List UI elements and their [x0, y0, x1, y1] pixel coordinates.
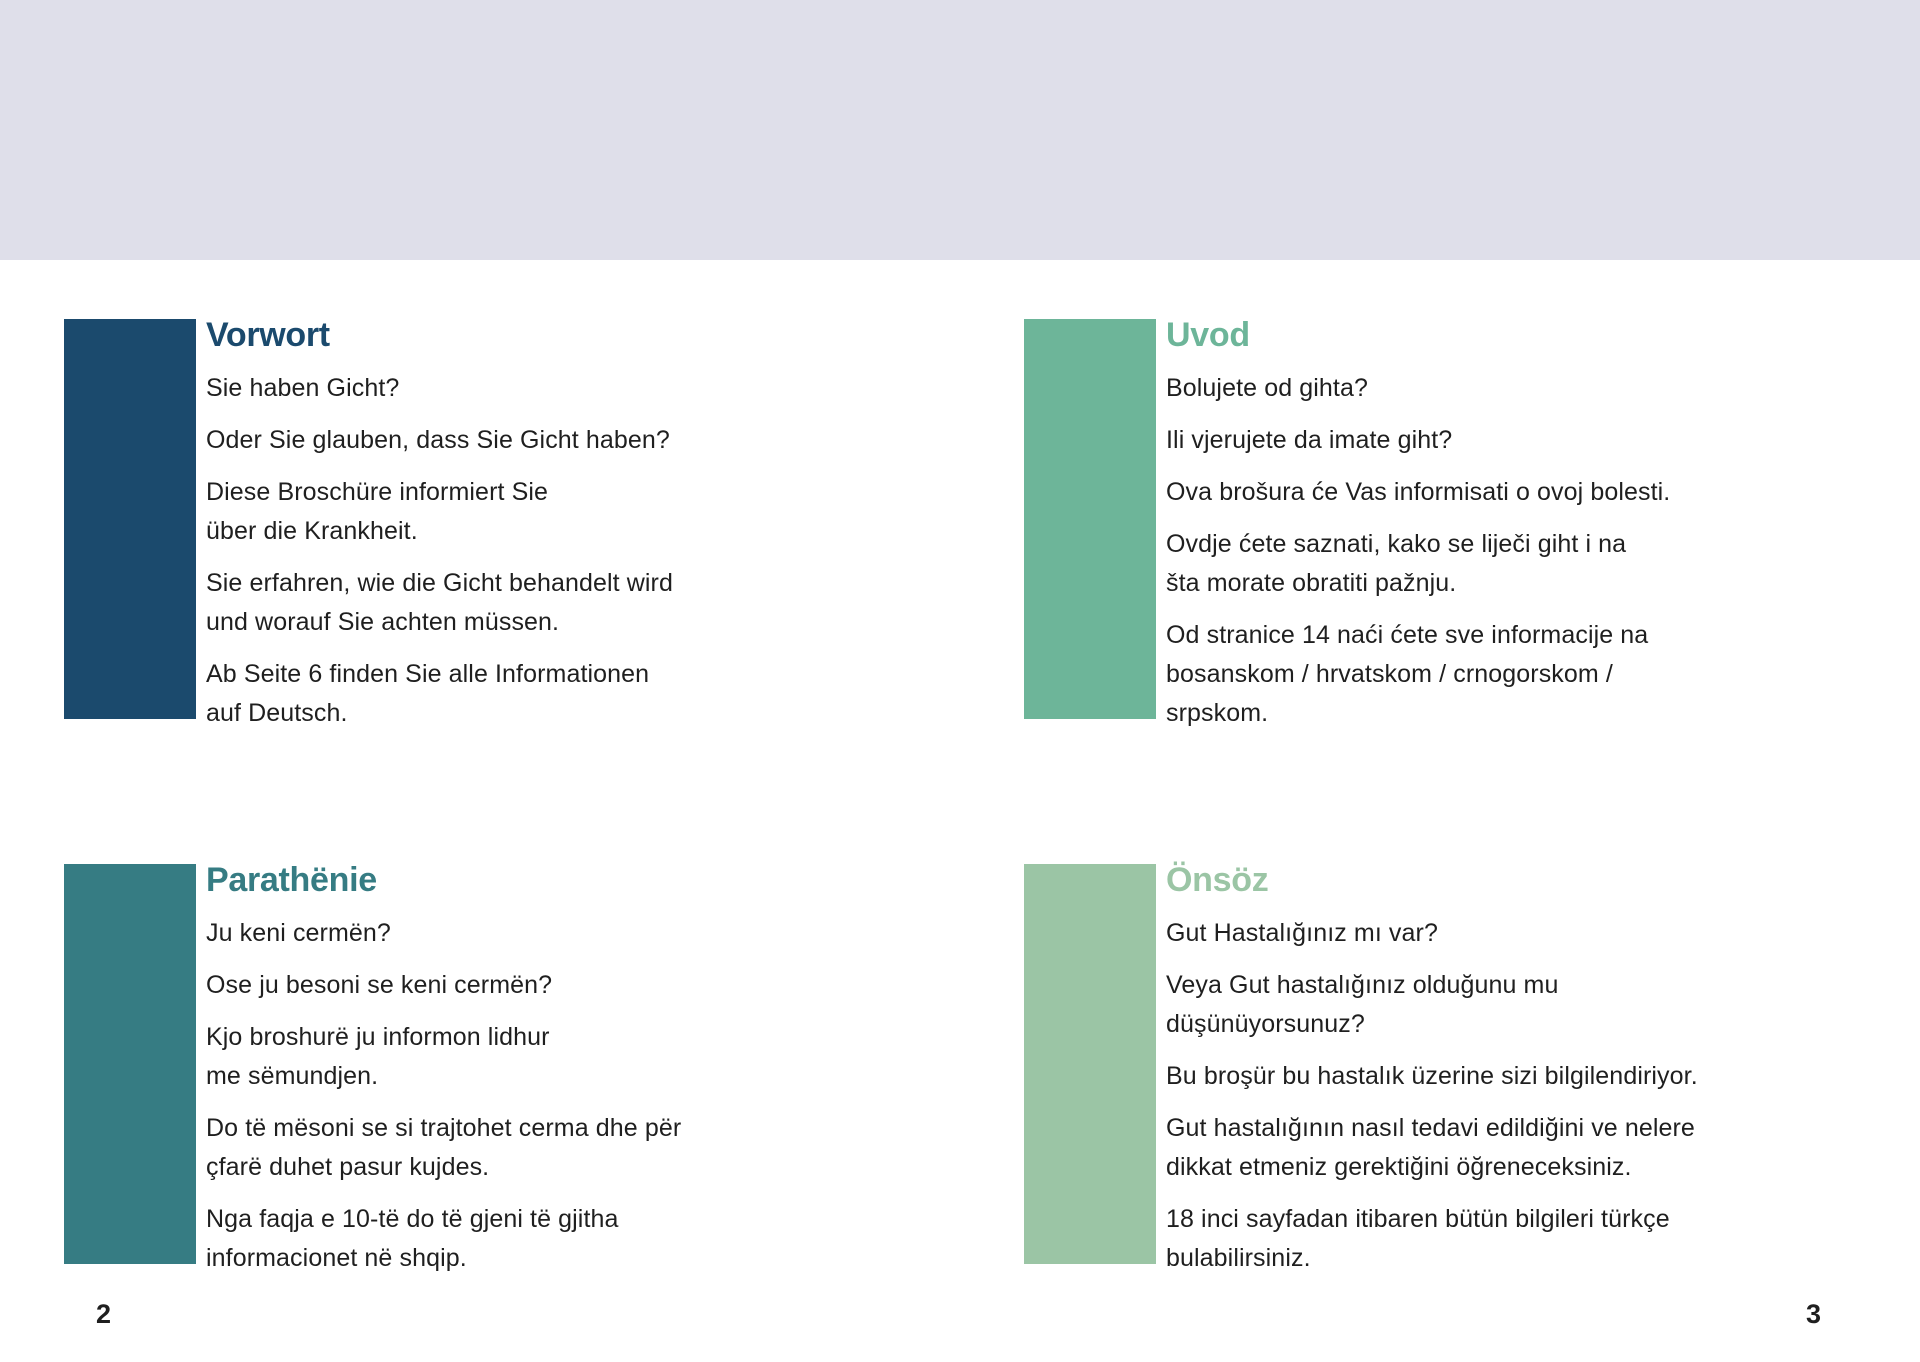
section-paragraph — [206, 369, 926, 408]
paragraph-line: Nga faqja e 10-të do të gjeni të gjitha — [206, 1205, 619, 1233]
paragraph-line: Bu broşür bu hastalık üzerine sizi bilgilendiriyor. — [1166, 1062, 1698, 1090]
section-paragraph — [206, 655, 926, 733]
paragraph-line: Ose ju besoni se keni cermën? — [206, 971, 553, 999]
paragraph-line: Ju keni cermën? — [206, 919, 391, 947]
section-paragraph — [206, 966, 926, 1005]
section-paragraph — [1166, 914, 1886, 953]
section-paragraph — [1166, 1109, 1886, 1187]
section-paragraph — [1166, 473, 1886, 512]
paragraph-line: bosanskom / hrvatskom / crnogorskom / — [1166, 660, 1613, 688]
paragraph-line: über die Krankheit. — [206, 517, 418, 545]
section-heading: Vorwort — [206, 316, 330, 354]
section-paragraph — [1166, 421, 1886, 460]
section-heading: Önsöz — [1166, 861, 1269, 899]
section-paragraphs — [206, 914, 926, 1278]
paragraph-line: me sëmundjen. — [206, 1062, 379, 1090]
paragraph-line: Oder Sie glauben, dass Sie Gicht haben? — [206, 426, 670, 454]
paragraph-line: Gut Hastalığınız mı var? — [1166, 919, 1438, 947]
paragraph-line: Veya Gut hastalığınız olduğunu mu — [1166, 971, 1559, 999]
section-color-bar — [1024, 319, 1156, 719]
section-paragraphs — [206, 369, 926, 733]
paragraph-line: dikkat etmeniz gerektiğini öğreneceksiniz. — [1166, 1153, 1632, 1181]
paragraph-line: çfarë duhet pasur kujdes. — [206, 1153, 490, 1181]
section-paragraph — [1166, 1200, 1886, 1278]
page-number-right: 3 — [1806, 1299, 1822, 1329]
section-paragraph — [206, 1109, 926, 1187]
paragraph-line: Ili vjerujete da imate giht? — [1166, 426, 1453, 454]
section-paragraphs — [1166, 914, 1886, 1278]
section-paragraph — [1166, 525, 1886, 603]
paragraph-line: Gut hastalığının nasıl tedavi edildiğini ve nelere — [1166, 1114, 1695, 1142]
section-paragraph — [206, 1018, 926, 1096]
section-color-bar — [64, 319, 196, 719]
section-paragraph — [1166, 369, 1886, 408]
paragraph-line: 18 inci sayfadan itibaren bütün bilgileri türkçe — [1166, 1205, 1670, 1233]
paragraph-line: Kjo broshurë ju informon lidhur — [206, 1023, 550, 1051]
section-heading: Parathënie — [206, 861, 377, 899]
section-paragraph — [206, 914, 926, 953]
paragraph-line: Od stranice 14 naći ćete sve informacije na — [1166, 621, 1649, 649]
section-content — [1166, 858, 1886, 1291]
paragraph-line: und worauf Sie achten müssen. — [206, 608, 560, 636]
section-paragraph — [1166, 966, 1886, 1044]
paragraph-line: Ovdje ćete saznati, kako se liječi giht i na — [1166, 530, 1627, 558]
section-color-bar — [64, 864, 196, 1264]
section-paragraph — [1166, 1057, 1886, 1096]
paragraph-line: Do të mësoni se si trajtohet cerma dhe për — [206, 1114, 682, 1142]
section-content — [206, 313, 926, 746]
paragraph-line: Bolujete od gihta? — [1166, 374, 1368, 402]
section-heading: Uvod — [1166, 316, 1250, 354]
section-paragraph — [206, 564, 926, 642]
section-paragraph — [1166, 616, 1886, 733]
paragraph-line: šta morate obratiti pažnju. — [1166, 569, 1457, 597]
section-paragraph — [206, 421, 926, 460]
paragraph-line: Diese Broschüre informiert Sie — [206, 478, 549, 506]
paragraph-line: srpskom. — [1166, 699, 1269, 727]
header-band — [0, 0, 1920, 260]
paragraph-line: düşünüyorsunuz? — [1166, 1010, 1365, 1038]
paragraph-line: Sie erfahren, wie die Gicht behandelt wird — [206, 569, 673, 597]
paragraph-line: Sie haben Gicht? — [206, 374, 400, 402]
paragraph-line: auf Deutsch. — [206, 699, 348, 727]
paragraph-line: Ova brošura će Vas informisati o ovoj bolesti. — [1166, 478, 1671, 506]
paragraph-line: informacionet në shqip. — [206, 1244, 467, 1272]
paragraph-line: Ab Seite 6 finden Sie alle Informationen — [206, 660, 650, 688]
section-paragraph — [206, 1200, 926, 1278]
section-content — [206, 858, 926, 1291]
section-paragraphs — [1166, 369, 1886, 733]
paragraph-line: bulabilirsiniz. — [1166, 1244, 1311, 1272]
section-paragraph — [206, 473, 926, 551]
page-number-left: 2 — [96, 1299, 112, 1329]
section-content — [1166, 313, 1886, 746]
section-color-bar — [1024, 864, 1156, 1264]
